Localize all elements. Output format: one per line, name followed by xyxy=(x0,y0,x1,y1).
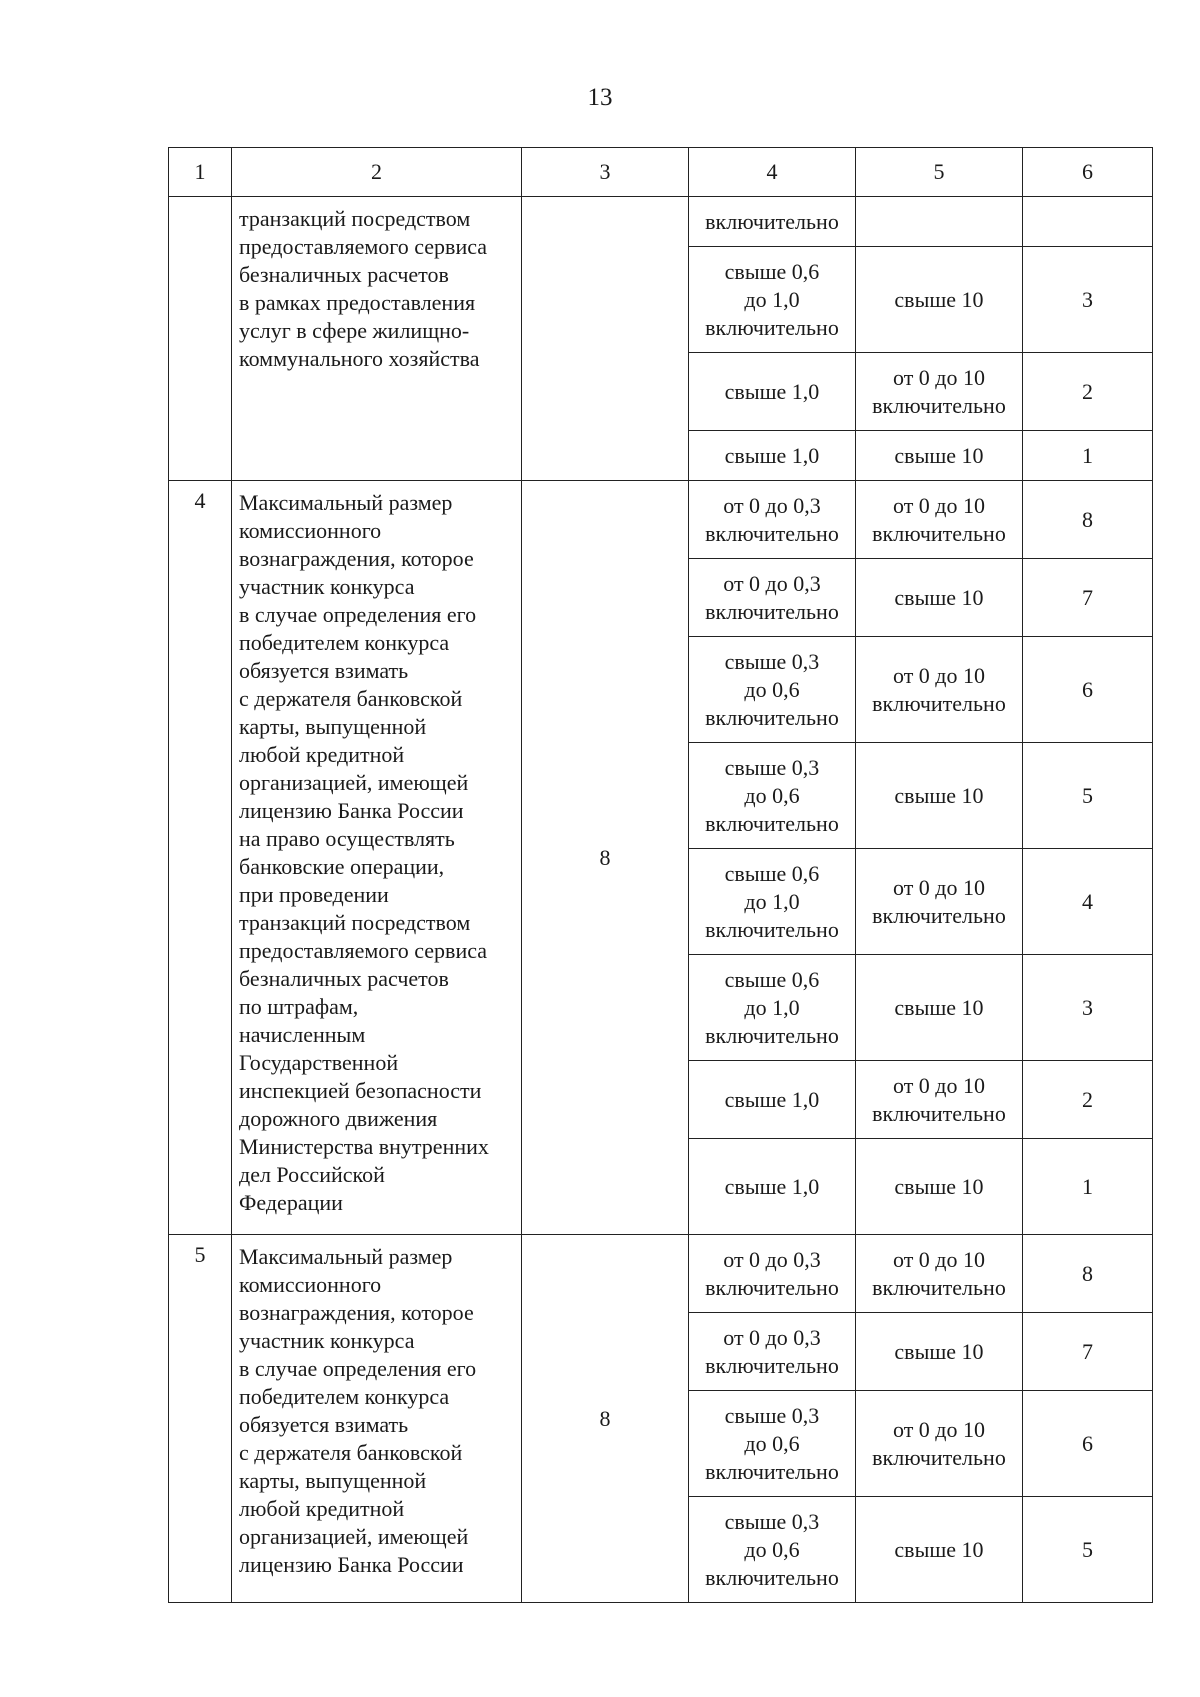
commission-range-line: свыше 1,0 xyxy=(724,1086,820,1112)
amount-range xyxy=(856,247,1023,353)
commission-range xyxy=(689,197,856,247)
description-line: Министерства внутренних xyxy=(239,1134,489,1159)
score-value: 6 xyxy=(1023,637,1153,743)
commission-range xyxy=(689,1497,856,1603)
description-line: банковские операции, xyxy=(239,854,445,879)
commission-range xyxy=(689,1139,856,1235)
commission-range xyxy=(689,637,856,743)
score-value: 4 xyxy=(1023,849,1153,955)
description-line: Федерации xyxy=(239,1190,343,1215)
amount-range-line: от 0 до 10 xyxy=(892,1416,986,1442)
amount-range-line: свыше 10 xyxy=(894,994,984,1020)
amount-range-line: включительно xyxy=(872,1274,1006,1300)
description-line: карты, выпущенной xyxy=(239,1468,427,1493)
header-cell: 4 xyxy=(689,148,856,197)
table-row xyxy=(169,197,1153,247)
amount-range xyxy=(856,559,1023,637)
commission-range xyxy=(689,955,856,1061)
score-value: 1 xyxy=(1023,1139,1153,1235)
commission-range xyxy=(689,559,856,637)
amount-range-line: включительно xyxy=(872,1444,1006,1470)
criteria-table xyxy=(168,147,1153,1603)
criterion-weight xyxy=(522,197,689,481)
header-cell: 2 xyxy=(232,148,522,197)
commission-range-line: включительно xyxy=(705,704,839,730)
commission-range xyxy=(689,353,856,431)
commission-range-line: включительно xyxy=(705,916,839,942)
description-line: лицензию Банка России xyxy=(239,798,464,823)
commission-range-line: свыше 0,3 xyxy=(724,754,820,780)
commission-range-line: свыше 0,6 xyxy=(724,258,820,284)
description-line: любой кредитной xyxy=(239,1496,405,1521)
score-value: 1 xyxy=(1023,431,1153,481)
amount-range xyxy=(856,1139,1023,1235)
table-row xyxy=(169,481,1153,559)
amount-range-line: свыше 10 xyxy=(894,286,984,312)
amount-range-line: свыше 10 xyxy=(894,1338,984,1364)
score-value: 5 xyxy=(1023,1497,1153,1603)
commission-range xyxy=(689,1313,856,1391)
description-line: на право осуществлять xyxy=(239,826,455,851)
header-cell: 5 xyxy=(856,148,1023,197)
amount-range xyxy=(856,197,1023,247)
criterion-description xyxy=(232,1235,522,1603)
amount-range xyxy=(856,431,1023,481)
commission-range-line: свыше 1,0 xyxy=(724,1173,820,1199)
score-value: 7 xyxy=(1023,1313,1153,1391)
amount-range xyxy=(856,637,1023,743)
description-line: с держателя банковской xyxy=(239,686,463,711)
amount-range-line: свыше 10 xyxy=(894,442,984,468)
header-cell: 3 xyxy=(522,148,689,197)
commission-range-line: до 0,6 xyxy=(744,1430,800,1456)
description-line: предоставляемого сервиса xyxy=(239,234,488,259)
commission-range-line: включительно xyxy=(705,1458,839,1484)
table-row xyxy=(169,1235,1153,1313)
description-line: транзакций посредством xyxy=(239,910,471,935)
commission-range-line: включительно xyxy=(705,598,839,624)
description-line: обязуется взимать xyxy=(239,1412,409,1437)
description-line: участник конкурса xyxy=(239,1328,415,1353)
amount-range-line: свыше 10 xyxy=(894,782,984,808)
amount-range-line: включительно xyxy=(872,690,1006,716)
description-line: при проведении xyxy=(239,882,389,907)
commission-range-line: до 0,6 xyxy=(744,676,800,702)
score-value: 3 xyxy=(1023,955,1153,1061)
commission-range-line: включительно xyxy=(705,1352,839,1378)
amount-range-line: включительно xyxy=(872,520,1006,546)
score-value: 7 xyxy=(1023,559,1153,637)
amount-range-line: включительно xyxy=(872,902,1006,928)
commission-range-line: включительно xyxy=(705,810,839,836)
description-line: в случае определения его xyxy=(239,1356,477,1381)
amount-range-line: свыше 10 xyxy=(894,1173,984,1199)
header-cell: 6 xyxy=(1023,148,1153,197)
description-line: в рамках предоставления xyxy=(239,290,476,315)
description-line: по штрафам, xyxy=(239,994,359,1019)
description-line: победителем конкурса xyxy=(239,630,450,655)
amount-range-line: включительно xyxy=(872,1100,1006,1126)
commission-range xyxy=(689,743,856,849)
description-line: организацией, имеющей xyxy=(239,770,469,795)
amount-range-line: включительно xyxy=(872,392,1006,418)
amount-range xyxy=(856,1313,1023,1391)
commission-range xyxy=(689,247,856,353)
criterion-number xyxy=(169,197,232,481)
description-line: коммунального хозяйства xyxy=(239,346,480,371)
amount-range xyxy=(856,1497,1023,1603)
description-line: лицензию Банка России xyxy=(239,1552,464,1577)
commission-range xyxy=(689,1391,856,1497)
amount-range-line: от 0 до 10 xyxy=(892,364,986,390)
criterion-description xyxy=(232,481,522,1235)
score-value: 8 xyxy=(1023,1235,1153,1313)
header-cell: 1 xyxy=(169,148,232,197)
description-line: комиссионного xyxy=(239,1272,382,1297)
commission-range-line: включительно xyxy=(705,520,839,546)
amount-range xyxy=(856,955,1023,1061)
header-row xyxy=(169,148,1153,197)
commission-range-line: свыше 0,3 xyxy=(724,1402,820,1428)
commission-range-line: свыше 0,3 xyxy=(724,648,820,674)
description-line: организацией, имеющей xyxy=(239,1524,469,1549)
amount-range xyxy=(856,1235,1023,1313)
commission-range-line: включительно xyxy=(705,208,839,234)
commission-range-line: до 0,6 xyxy=(744,1536,800,1562)
amount-range-line: от 0 до 10 xyxy=(892,662,986,688)
score-value: 2 xyxy=(1023,353,1153,431)
description-line: вознаграждения, которое xyxy=(239,546,474,571)
commission-range-line: включительно xyxy=(705,1564,839,1590)
commission-range xyxy=(689,1235,856,1313)
criterion-weight: 8 xyxy=(522,1235,689,1603)
description-line: обязуется взимать xyxy=(239,658,409,683)
commission-range-line: от 0 до 0,3 xyxy=(723,1324,821,1350)
commission-range-line: свыше 0,6 xyxy=(724,966,820,992)
description-line: начисленным xyxy=(239,1022,366,1047)
description-line: с держателя банковской xyxy=(239,1440,463,1465)
amount-range-line: от 0 до 10 xyxy=(892,1072,986,1098)
commission-range-line: включительно xyxy=(705,1274,839,1300)
description-line: любой кредитной xyxy=(239,742,405,767)
commission-range-line: свыше 1,0 xyxy=(724,442,820,468)
commission-range-line: до 1,0 xyxy=(744,994,800,1020)
amount-range xyxy=(856,1391,1023,1497)
commission-range-line: свыше 0,3 xyxy=(724,1508,820,1534)
score-value: 5 xyxy=(1023,743,1153,849)
amount-range xyxy=(856,743,1023,849)
description-line: вознаграждения, которое xyxy=(239,1300,474,1325)
commission-range xyxy=(689,849,856,955)
amount-range-line: от 0 до 10 xyxy=(892,492,986,518)
description-line: дорожного движения xyxy=(239,1106,438,1131)
description-line: победителем конкурса xyxy=(239,1384,450,1409)
amount-range-line: свыше 10 xyxy=(894,1536,984,1562)
commission-range-line: свыше 1,0 xyxy=(724,378,820,404)
page-number: 13 xyxy=(587,84,613,111)
description-line: участник конкурса xyxy=(239,574,415,599)
description-line: безналичных расчетов xyxy=(239,262,449,287)
commission-range-line: включительно xyxy=(705,314,839,340)
commission-range xyxy=(689,481,856,559)
description-line: Максимальный размер xyxy=(239,1244,453,1269)
amount-range-line: от 0 до 10 xyxy=(892,874,986,900)
amount-range xyxy=(856,353,1023,431)
continuation-section xyxy=(169,197,1153,481)
amount-range xyxy=(856,849,1023,955)
commission-range xyxy=(689,1061,856,1139)
description-line: инспекцией безопасности xyxy=(239,1078,482,1103)
score-value: 2 xyxy=(1023,1061,1153,1139)
description-line: карты, выпущенной xyxy=(239,714,427,739)
score-value: 8 xyxy=(1023,481,1153,559)
amount-range-line: от 0 до 10 xyxy=(892,1246,986,1272)
criterion-5-section xyxy=(169,1235,1153,1603)
commission-range-line: включительно xyxy=(705,1022,839,1048)
description-line: предоставляемого сервиса xyxy=(239,938,488,963)
score-value xyxy=(1023,197,1153,247)
description-line: транзакций посредством xyxy=(239,206,471,231)
description-line: комиссионного xyxy=(239,518,382,543)
description-line: в случае определения его xyxy=(239,602,477,627)
description-line: Государственной xyxy=(239,1050,399,1075)
criterion-description xyxy=(232,197,522,481)
criterion-4-section xyxy=(169,481,1153,1235)
commission-range-line: от 0 до 0,3 xyxy=(723,492,821,518)
description-line: безналичных расчетов xyxy=(239,966,449,991)
commission-range-line: до 0,6 xyxy=(744,782,800,808)
amount-range-line: свыше 10 xyxy=(894,584,984,610)
score-value: 6 xyxy=(1023,1391,1153,1497)
commission-range-line: от 0 до 0,3 xyxy=(723,570,821,596)
criterion-number: 5 xyxy=(169,1235,232,1603)
commission-range-line: от 0 до 0,3 xyxy=(723,1246,821,1272)
description-line: Максимальный размер xyxy=(239,490,453,515)
score-value: 3 xyxy=(1023,247,1153,353)
amount-range xyxy=(856,1061,1023,1139)
criterion-number: 4 xyxy=(169,481,232,1235)
commission-range-line: до 1,0 xyxy=(744,286,800,312)
criterion-weight: 8 xyxy=(522,481,689,1235)
amount-range xyxy=(856,481,1023,559)
commission-range-line: свыше 0,6 xyxy=(724,860,820,886)
commission-range-line: до 1,0 xyxy=(744,888,800,914)
description-line: услуг в сфере жилищно- xyxy=(239,318,470,343)
commission-range xyxy=(689,431,856,481)
description-line: дел Российской xyxy=(239,1162,385,1187)
